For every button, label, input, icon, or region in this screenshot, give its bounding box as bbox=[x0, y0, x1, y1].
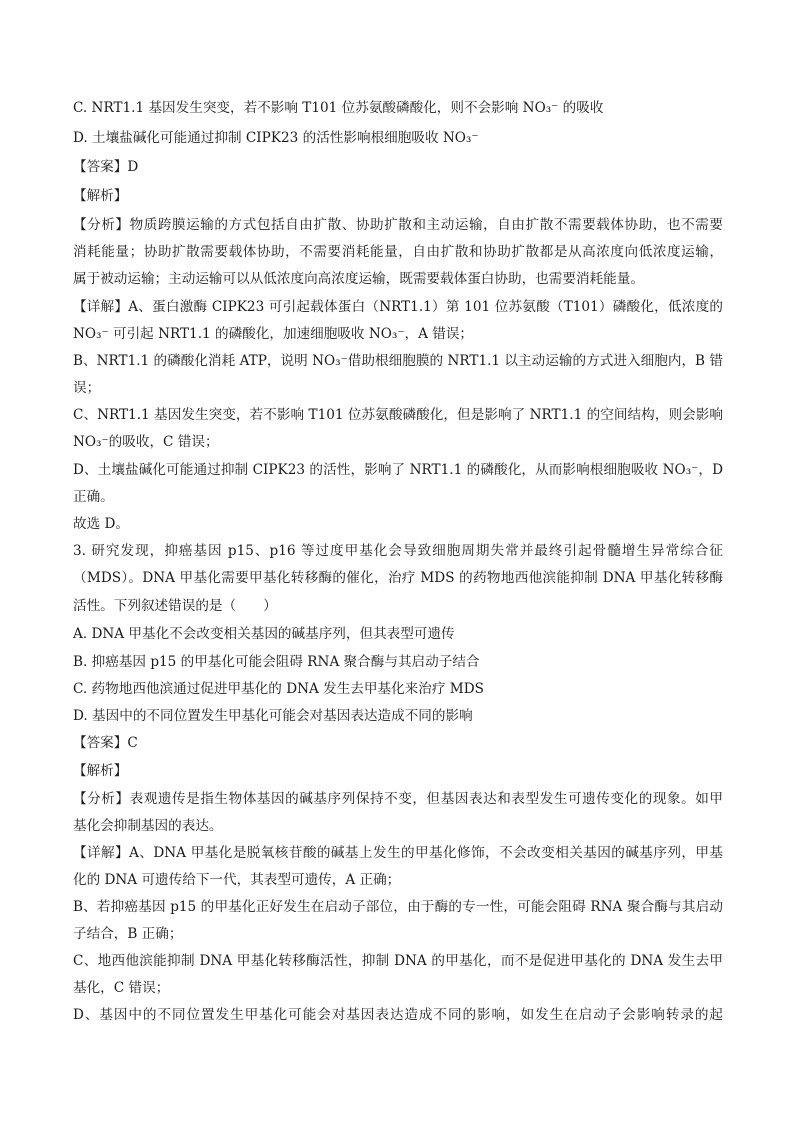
detail-text-q2: 正确。 bbox=[73, 489, 114, 505]
detail-text-q3: 基化，C 错误； bbox=[73, 980, 170, 996]
detail-text-q2: 【详解】A、蛋白激酶 CIPK23 可引起载体蛋白（NRT1.1）第 101 位苏氨酸（T101）磷酸化，低浓度的 bbox=[73, 299, 723, 315]
detail-text-q2: D、土壤盐碱化可能通过抑制 CIPK23 的活性，影响了 NRT1.1 的磷酸化，从而影响根细胞吸收 NO₃⁻，D bbox=[73, 462, 723, 478]
answer-label-q3: 【答案】C bbox=[73, 735, 138, 751]
detail-text-q2: 误； bbox=[73, 380, 101, 396]
detail-text-q2: NO₃⁻ 可引起 NRT1.1 的磷酸化，加速细胞吸收 NO₃⁻，A 错误； bbox=[73, 326, 474, 342]
detail-text-q2: B、NRT1.1 的磷酸化消耗 ATP，说明 NO₃⁻借助根细胞膜的 NRT1.1 以主动运输的方式进入细胞内，B 错 bbox=[73, 353, 723, 369]
question-3-option-b: B. 抑癌基因 p15 的甲基化可能会阻碍 RNA 聚合酶与其启动子结合 bbox=[73, 654, 480, 670]
option-c-prev: C. NRT1.1 基因发生突变，若不影响 T101 位苏氨酸磷酸化，则不会影响 NO₃⁻ 的吸收 bbox=[73, 100, 604, 116]
option-d-prev: D. 土壤盐碱化可能通过抑制 CIPK23 的活性影响根细胞吸收 NO₃⁻ bbox=[73, 130, 479, 146]
analysis-text-q3: 【分析】表观遗传是指生物体基因的碱基序列保持不变，但基因表达和表型发生可遗传变化的现象。如甲 bbox=[73, 791, 723, 807]
question-3-option-a: A. DNA 甲基化不会改变相关基因的碱基序列，但其表型可遗传 bbox=[73, 626, 455, 642]
question-3-stem: 活性。下列叙述错误的是（ ） bbox=[73, 598, 277, 614]
detail-text-q2: C、NRT1.1 基因发生突变，若不影响 T101 位苏氨酸磷酸化，但是影响了 NRT1.1 的空间结构，则会影响 bbox=[73, 407, 723, 423]
analysis-text-q2: 消耗能量；协助扩散需要载体协助，不需要消耗能量，自由扩散和协助扩散都是从高浓度向低浓度运输， bbox=[73, 244, 723, 260]
detail-text-q3: D、基因中的不同位置发生甲基化可能会对基因表达造成不同的影响，如发生在启动子会影响转录的起 bbox=[73, 1007, 723, 1023]
detail-text-q3: 化的 DNA 可遗传给下一代，其表型可遗传，A 正确； bbox=[73, 872, 401, 888]
question-3-option-d: D. 基因中的不同位置发生甲基化可能会对基因表达造成不同的影响 bbox=[73, 708, 473, 724]
question-3-option-c: C. 药物地西他滨通过促进甲基化的 DNA 发生去甲基化来治疗 MDS bbox=[73, 681, 484, 697]
detail-text-q3: 子结合，B 正确； bbox=[73, 926, 183, 942]
analysis-label-q3: 【解析】 bbox=[73, 763, 128, 779]
analysis-text-q3: 基化会抑制基因的表达。 bbox=[73, 818, 223, 834]
answer-label-q2: 【答案】D bbox=[73, 159, 139, 175]
analysis-text-q2: 【分析】物质跨膜运输的方式包括自由扩散、协助扩散和主动运输，自由扩散不需要载体协助，也不需要 bbox=[73, 217, 723, 233]
detail-text-q2: NO₃⁻的吸收，C 错误； bbox=[73, 434, 219, 450]
question-3-stem: 3. 研究发现，抑癌基因 p15、p16 等过度甲基化会导致细胞周期失常并最终引起骨髓增生异常综合征 bbox=[73, 543, 723, 559]
question-3-stem: （MDS）。DNA 甲基化需要甲基化转移酶的催化，治疗 MDS 的药物地西他滨能抑制 DNA 甲基化转移酶 bbox=[73, 570, 723, 586]
detail-text-q3: B、若抑癌基因 p15 的甲基化正好发生在启动子部位，由于酶的专一性，可能会阻碍 RNA 聚合酶与其启动 bbox=[73, 899, 723, 915]
analysis-text-q2: 属于被动运输；主动运输可以从低浓度向高浓度运输，既需要载体蛋白协助，也需要消耗能量。 bbox=[73, 271, 644, 287]
detail-text-q3: C、地西他滨能抑制 DNA 甲基化转移酶活性，抑制 DNA 的甲基化，而不是促进甲基化的 DNA 发生去甲 bbox=[73, 953, 723, 969]
choice-conclusion-q2: 故选 D。 bbox=[73, 516, 130, 532]
analysis-label-q2: 【解析】 bbox=[73, 188, 128, 204]
detail-text-q3: 【详解】A、DNA 甲基化是脱氧核苷酸的碱基上发生的甲基化修饰，不会改变相关基因的碱基序列，甲基 bbox=[73, 845, 723, 861]
